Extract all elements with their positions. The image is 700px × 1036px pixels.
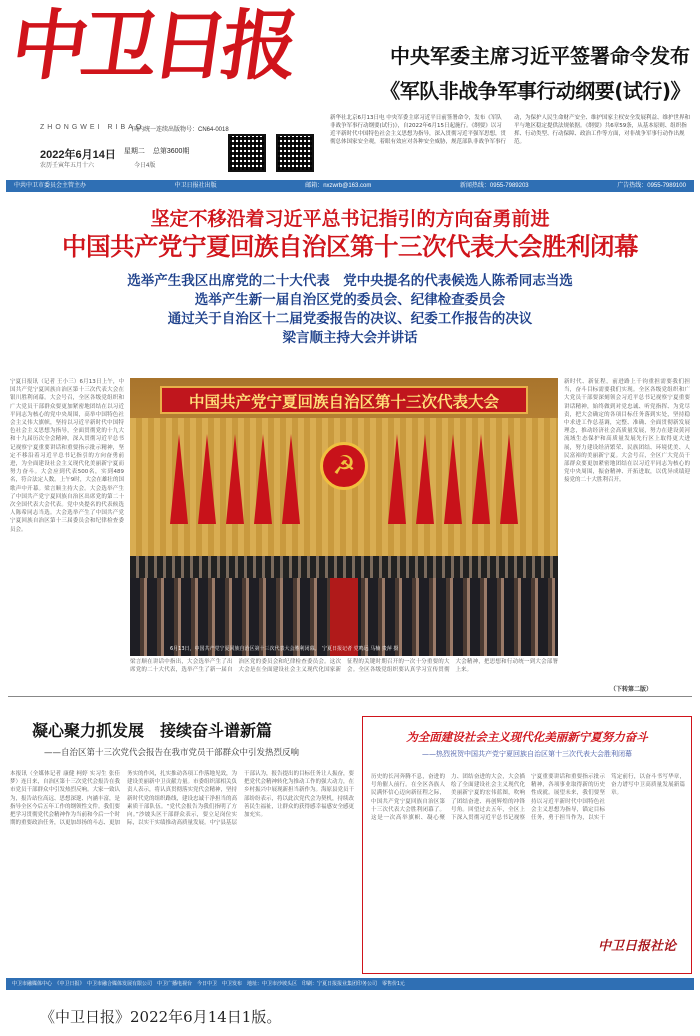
lead-headline[interactable] [330,40,690,104]
second-story-headline[interactable]: 凝心聚力抓发展 接续奋斗谱新篇 [32,721,273,740]
red-flag [500,434,518,524]
main-story-left-column: 宁夏日报讯（记者 王小三）6月13日上午，中国共产党宁夏回族自治区第十三次代表大会在银川胜利闭幕。大会号召，全区各级党组织和广大党员干部群众要更加紧密地团结在以习近平同志为核心的党中央周围，高举中国特色社会主义伟大旗帜，坚持以习近平新时代中国特色社会主义思想为指导，全面贯彻党的十九大和十九届历次全会精神，深入贯彻习近平总书记视察宁夏重要讲话和重要指示批示精神，坚定不移沿着习近平总书记指引的方向奋勇前进，为全面建设社会主义现代化美丽新宁夏而努力奋斗。大会应到代表500名，实到489名，符合法定人数。上午9时，大会在雄壮的国歌声中开幕。梁言顺主持大会。大会选举产生了中国共产党宁夏回族自治区出席党的第二十次全国代表大会代表。党中央提名的代表候选人陈希同志当选。大会选举产生了中国共产党宁夏回族自治区第十三届委员会和纪律检查委员会。 [10,379,124,533]
editorial-headline[interactable]: 为全面建设社会主义现代化美丽新宁夏努力奋斗 [406,730,648,744]
red-flag [226,434,244,524]
issn-number: 国内统一连续出版物号：CN64-0018 [132,127,229,133]
lunar-date: 农历壬寅年五月十六 [40,163,95,169]
issue-date: 2022年6月14日 [40,149,116,161]
podium-row [130,556,558,578]
subhead-line: 选举产生我区出席党的二十大代表 党中央提名的代表候选人陈希同志当选 [127,273,573,289]
editorial-subheadline: ——热烈祝贺中国共产党宁夏回族自治区第十三次代表大会胜利闭幕 [422,750,632,758]
red-flag [254,434,272,524]
main-headline[interactable]: 中国共产党宁夏回族自治区第十三次代表大会胜利闭幕 [62,232,638,261]
lead-headline-line-2: 《军队非战争军事行动纲要(试行)》 [380,79,690,103]
editorial-box [362,716,692,974]
bottom-info-bar: 中卫市融媒体中心 《中卫日报》 中卫市融合媒体发展有限公司 中卫广播电视台 今日中卫 中卫发布 地址：中卫市沙坡头区 印刷：宁夏日报报业集团印务公司 零售价1元 [6,978,694,990]
sponsor-text: 中共中卫市委员会主管主办 [14,183,87,189]
photo-banner: 中国共产党宁夏回族自治区第十三次代表大会 [160,386,528,414]
red-flag [198,434,216,524]
main-subheads [0,272,700,348]
lead-headline-line-1: 中央军委主席习近平签署命令发布 [390,44,690,68]
qr-code-icon[interactable] [228,134,266,172]
newspaper-logo: 中卫日报 [5,1,299,90]
masthead [0,0,700,180]
subhead-line: 梁言顺主持大会并讲话 [282,330,418,346]
party-emblem-icon: ☭ [320,442,368,490]
email-text[interactable]: 邮箱：nxzwrb@163.com [305,183,372,189]
second-story-subheadline: ——自治区第十三次党代会报告在我市党员干部群众中引发热烈反响 [44,748,300,758]
red-flag [388,434,406,524]
red-flag [472,434,490,524]
second-story-body: 本报讯（全媒体记者 康健 柯婷 实习生 张佳梦）连日来，自治区第十三次党代会报告在我市党员干部群众中引发热烈反响。大家一致认为，报告站位高远、思想深邃、内涵丰富，是指导全区今后五年工作的纲领性文件。我们要把学习贯彻党代会精神作为当前和今后一个时期的重要政治任务，以更加昂扬的斗志、更加务实的作风，扎实推动各项工作落地见效，为建设美丽新中卫贡献力量。市委组织部相关负责人表示，将认真贯彻落实党代会精神，坚持新时代党的组织路线，建设忠诚干净担当的高素质干部队伍。“党代会报告为我们指明了方向。”沙坡头区干部群众表示，要立足岗位实际，以实干实绩推动高质量发展。中宁县基层干部认为，报告提出的目标任务让人振奋，要把党代会精神转化为推动工作的强大动力，在乡村振兴中展现新担当新作为。海原县党员干部纷纷表示，将以此次党代会为契机，持续改善民生福祉，让群众的获得感幸福感安全感更加充实。 [10,771,354,827]
image-caption: 《中卫日报》2022年6月14日1版。 [40,1008,282,1026]
issue-weekday: 星期二 [123,148,145,155]
red-flag [416,434,434,524]
red-flag [444,434,462,524]
editorial-body: 历史的长河奔腾不息，奋进的号角催人前行。在全区各族人民满怀信心迈向新征程之际，中国共产党宁夏回族自治区第十三次代表大会胜利闭幕了。这是一次高举旗帜、凝心聚力、团结奋进的大会，大会描绘了全面建设社会主义现代化美丽新宁夏的宏伟蓝图，吹响了团结奋进、再创辉煌的冲锋号角。回望过去五年，全区上下深入贯彻习近平总书记视察宁夏重要讲话和重要指示批示精神，各项事业取得新的历史性成就。展望未来，我们要坚持以习近平新时代中国特色社会主义思想为指导，锚定目标任务，勇于担当作为，以实干笃定前行，以奋斗书写华章，奋力谱写中卫高质量发展新篇章。 [371,774,685,822]
main-story-under-photo: 梁言顺在讲话中指出，大会选举产生了出席党的二十大代表，选举产生了新一届自治区党的委员会和纪律检查委员会。这次大会是在全面建设社会主义现代化国家新征程的关键时期召开的一次十分重要的大会。全区各级党组织要认真学习宣传贯彻大会精神，把思想和行动统一到大会部署上来。 [130,659,558,674]
qr-code-icon[interactable] [276,134,314,172]
page-count: 今日4版 [134,163,156,169]
main-story-right-column: 新时代、新征程，前进路上千钧重担需要我们担当，奋斗目标需要我们实现。全区各级党组织和广大党员干部要深刻领会习近平总书记视察宁夏重要讲话精神，始终做到对党忠诚、听党指挥、为党尽责，把大会确定的各项目标任务落到实处，坚持稳中求进工作总基调，完整、准确、全面贯彻新发展理念，推动经济社会高质量发展，努力在建设黄河流域生态保护和高质量发展先行区上取得更大进展，努力建设经济繁荣、民族团结、环境优美、人民富裕的美丽新宁夏。大会号召，全区广大党员干部群众要更加紧密地团结在以习近平同志为核心的党中央周围，振奋精神、开拓进取，以优异成绩迎接党的二十大胜利召开。 [564,379,690,484]
subhead-line: 选举产生新一届自治区党的委员会、纪律检查委员会 [194,292,506,308]
red-flag [170,434,188,524]
ad-hotline: 广告热线：0955-7989100 [617,183,686,189]
news-hotline: 新闻热线：0955-7989203 [459,183,529,189]
publisher-text: 中卫日报社出版 [174,183,217,189]
continued-note[interactable]: （下转第二版） [610,686,653,693]
section-divider [8,696,692,697]
top-info-bar [6,180,694,192]
logo-pinyin: ZHONGWEI RIBAO [40,124,145,131]
red-flag [282,434,300,524]
subhead-line: 通过关于自治区十二届党委报告的决议、纪委工作报告的决议 [167,311,533,327]
lunar-line [40,160,155,169]
congress-photo[interactable] [130,378,558,656]
main-kicker: 坚定不移沿着习近平总书记指引的方向奋勇前进 [150,208,550,230]
photo-caption: 6月13日，中国共产党宁夏回族自治区第十三次代表大会胜利闭幕。 宁夏日报记者 党鸣远 马楠 贵萍 摄 [170,646,399,652]
issue-number: 总第3600期 [152,148,190,155]
editorial-badge: 中卫日报社论 [591,931,683,963]
lead-body-text: 新华社北京6月13日电 中央军委主席习近平日前签署命令，发布《军队非战争军事行动纲要(试行)》，自2022年6月15日起施行。《纲要》以习近平新时代中国特色社会主义思想为指导，深入贯彻习近平强军思想，贯彻总体国家安全观，着眼有效应对各种安全威胁，规范部队非战争军事行动，为保护人民生命财产安全、维护国家主权安全发展利益、维护世界和平与地区稳定提供法规依据。《纲要》共6章59条，从基本原则、组织指挥、行动类型、行动保障、政治工作等方面，对非战争军事行动作出规范。 [330,115,690,145]
